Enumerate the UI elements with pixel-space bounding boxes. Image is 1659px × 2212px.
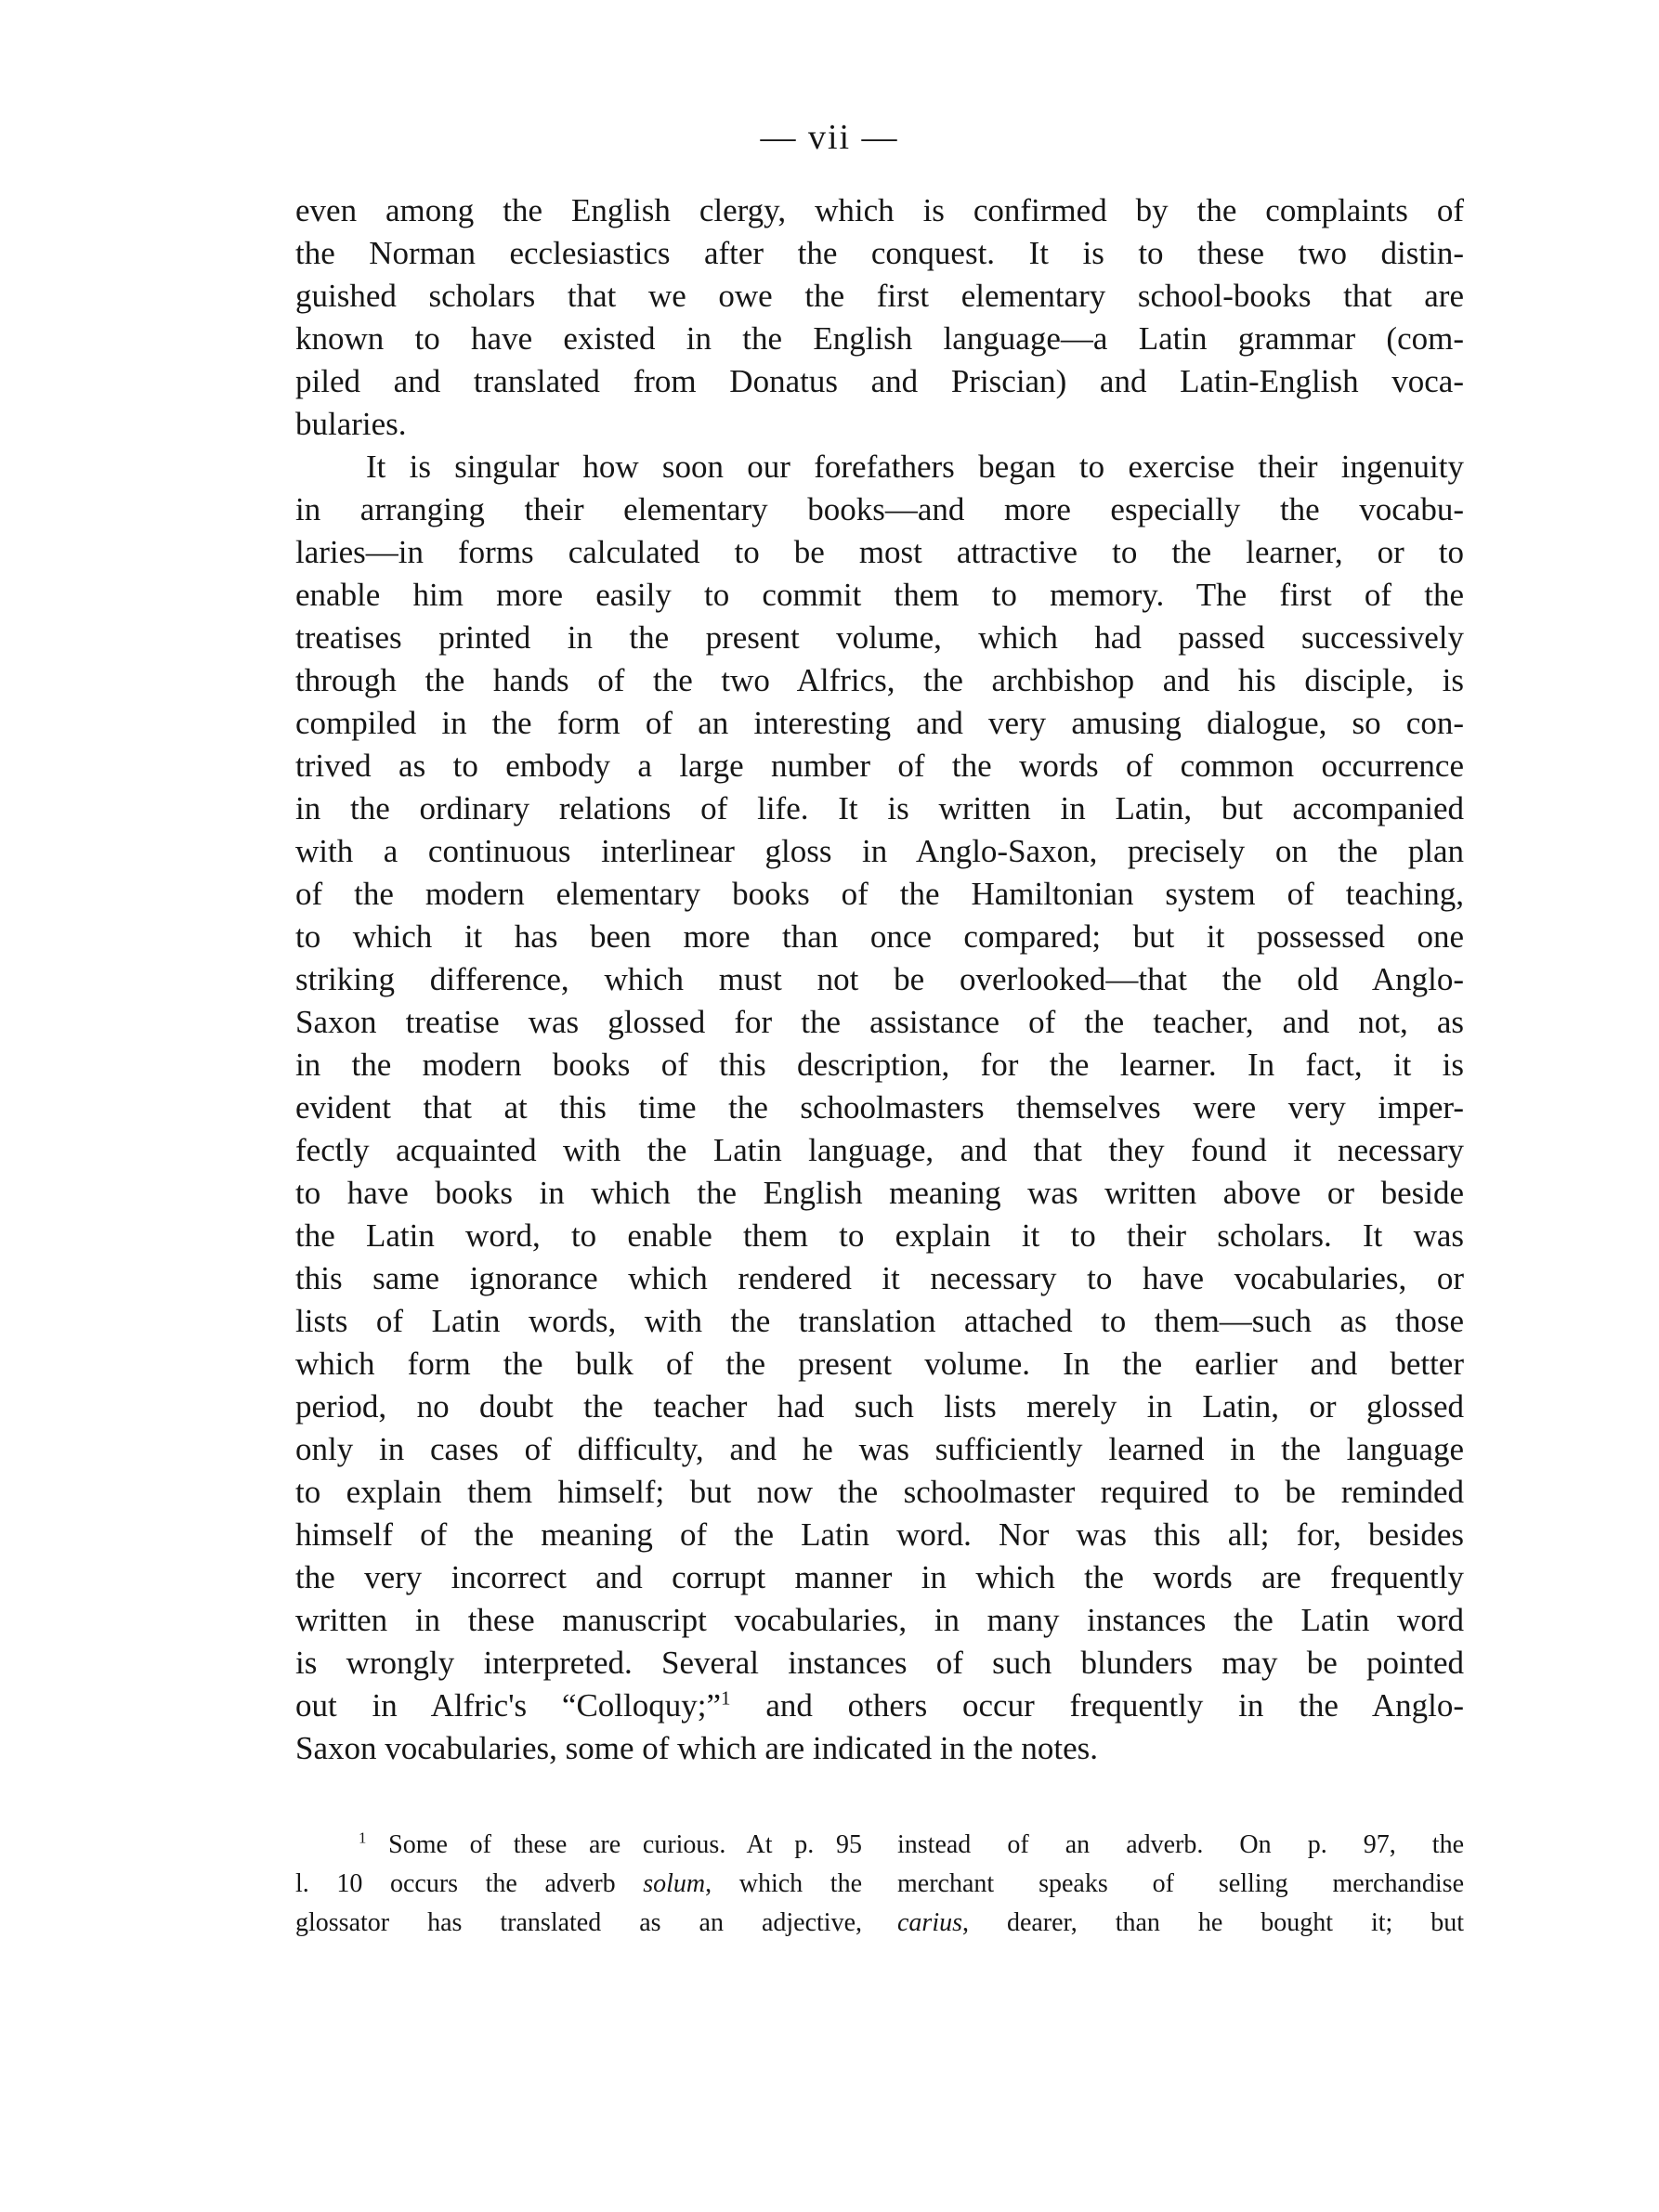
footnote-marker: 1 (721, 1686, 731, 1710)
body-line: only in cases of difficulty, and he was sufficiently learned in the language (295, 1431, 1464, 1467)
body-line: compiled in the form of an interesting and very amusing dialogue, so con- (295, 705, 1464, 741)
body-line: Saxon vocabularies, some of which are indicated in the notes. (295, 1730, 1099, 1766)
body-line: guished scholars that we owe the first elementary school-books that are (295, 278, 1464, 314)
body-line: fectly acquainted with the Latin language, and that they found it necessary (295, 1132, 1464, 1168)
footnote-latin-word: solum (643, 1869, 706, 1898)
footnote-line: instead of an adverb. On p. 97, the (897, 1830, 1464, 1859)
body-line: period, no doubt the teacher had such lists merely in Latin, or glossed (295, 1388, 1464, 1425)
body-line: through the hands of the two Alfrics, the archbishop and his disciple, is (295, 662, 1464, 698)
body-line: this same ignorance which rendered it necessary to have vocabularies, or (295, 1260, 1464, 1296)
footnote-line: glossator has translated as an adjective, (295, 1908, 862, 1937)
body-line: striking difference, which must not be overlooked—that the old Anglo- (295, 961, 1464, 997)
body-text (295, 189, 1464, 1770)
body-line: the very incorrect and corrupt manner in which the words are frequently (295, 1559, 1464, 1595)
body-line: laries—in forms calculated to be most attractive to the learner, or to (295, 534, 1464, 570)
body-line-text: and others occur frequently in the Anglo- (730, 1687, 1464, 1724)
footnote-number: 1 (359, 1828, 367, 1847)
footnote-line (295, 1826, 862, 1865)
body-line: to have books in which the English meaning was written above or beside (295, 1175, 1464, 1211)
footnote-line: merchant speaks of selling merchandise (897, 1869, 1464, 1898)
body-line-text: out in Alfric's “Colloquy;” (295, 1687, 722, 1724)
body-line: in the modern books of this description, for the learner. In fact, it is (295, 1047, 1464, 1083)
body-line: himself of the meaning of the Latin word. Nor was this all; for, besides (295, 1516, 1464, 1553)
footnote-latin-word: carius (897, 1908, 962, 1937)
body-line: enable him more easily to commit them to memory. The first of the (295, 577, 1464, 613)
running-head: — vii — (760, 118, 899, 157)
body-line: in the ordinary relations of life. It is written in Latin, but accompanied (295, 790, 1464, 826)
body-line: bularies. (295, 406, 407, 442)
body-line: with a continuous interlinear gloss in Anglo-Saxon, precisely on the plan (295, 833, 1464, 869)
body-line: evident that at this time the schoolmasters themselves were very imper- (295, 1089, 1464, 1126)
body-line: even among the English clergy, which is confirmed by the complaints of (295, 192, 1464, 228)
footnote-text: Some of these are curious. At p. 95 (366, 1830, 862, 1859)
body-line: is wrongly interpreted. Several instances of such blunders may be pointed (295, 1645, 1464, 1681)
body-line: It is singular how soon our forefathers began to exercise their ingenuity (366, 449, 1464, 485)
body-line: to explain them himself; but now the schoolmaster required to be reminded (295, 1474, 1464, 1510)
body-line: trived as to embody a large number of the words of common occurrence (295, 748, 1464, 784)
footnote-text: , dearer, than he bought it; but (962, 1908, 1464, 1937)
body-line: piled and translated from Donatus and Priscian) and Latin-English voca- (295, 363, 1464, 399)
body-line: which form the bulk of the present volume. In the earlier and better (295, 1346, 1464, 1382)
footnote-right-column (897, 1826, 1464, 1943)
body-line: lists of Latin words, with the translation attached to them—such as those (295, 1303, 1464, 1339)
body-line: treatises printed in the present volume, which had passed successively (295, 619, 1464, 656)
body-line: of the modern elementary books of the Hamiltonian system of teaching, (295, 876, 1464, 912)
body-line: Saxon treatise was glossed for the assistance of the teacher, and not, as (295, 1004, 1464, 1040)
body-line: in arranging their elementary books—and more especially the vocabu- (295, 491, 1464, 527)
body-line: to which it has been more than once compared; but it possessed one (295, 918, 1464, 955)
footnote-text: l. 10 occurs the adverb (295, 1869, 644, 1898)
body-line: the Norman ecclesiastics after the conquest. It is to these two distin- (295, 235, 1464, 271)
body-line (295, 1685, 1464, 1727)
footnote-line (295, 1865, 862, 1904)
footnote-block (295, 1826, 1464, 1943)
body-line: the Latin word, to enable them to explain it to their scholars. It was (295, 1217, 1464, 1254)
footnote-left-column (295, 1826, 862, 1943)
footnote-text: , which the (705, 1869, 862, 1898)
footnote-line (897, 1904, 1464, 1943)
body-line: written in these manuscript vocabularies, in many instances the Latin word (295, 1602, 1464, 1638)
body-line: known to have existed in the English language—a Latin grammar (com- (295, 320, 1464, 357)
